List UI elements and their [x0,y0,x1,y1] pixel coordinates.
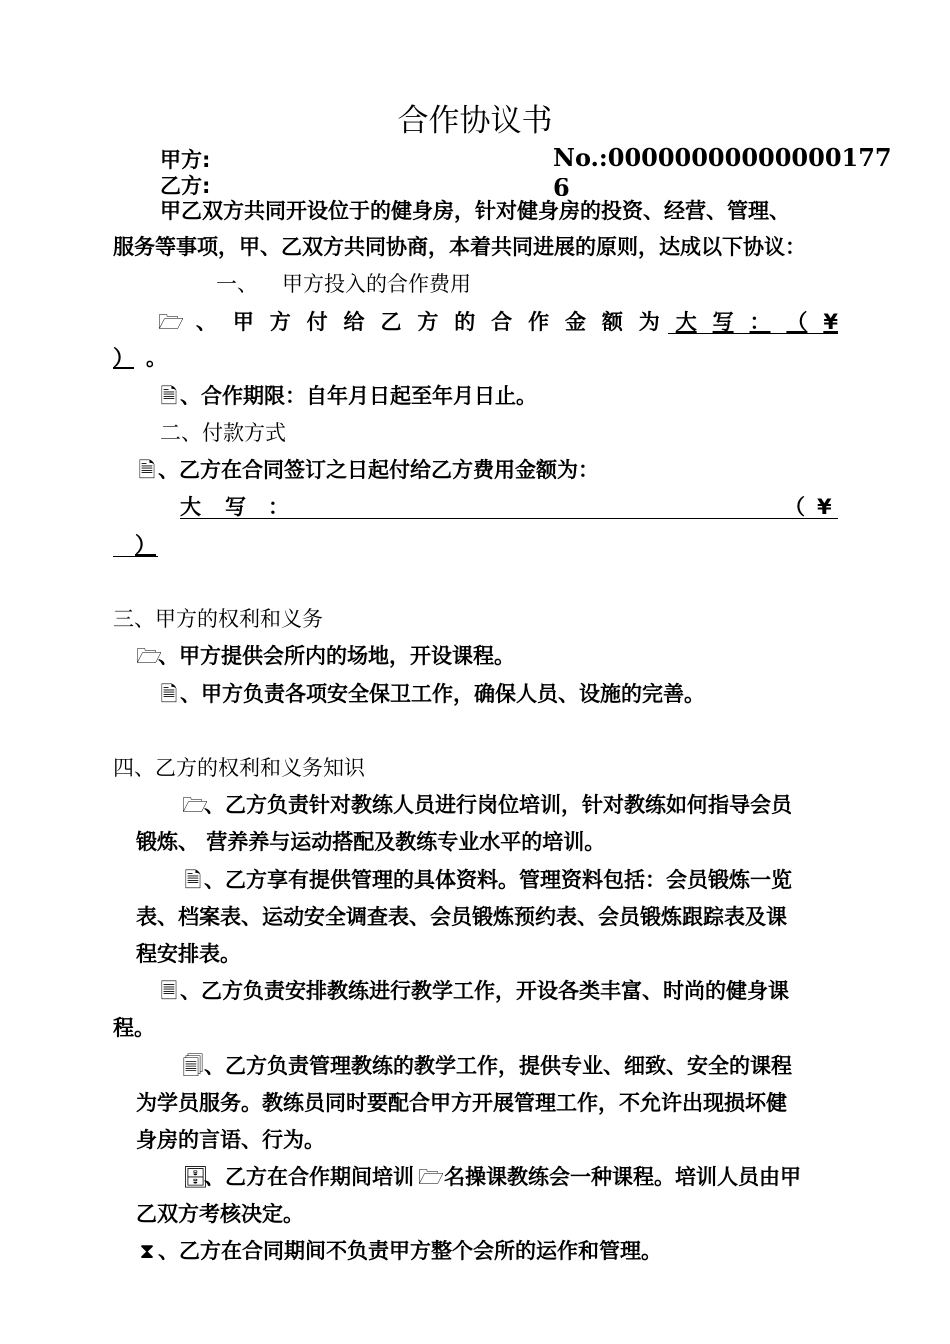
section-4-item-3-line-2: 程。 [113,1016,155,1040]
device-icon: 🗄 [182,1165,209,1189]
amount-blank-line [180,518,838,519]
section-1-heading: 甲方投入的合作费用 [282,272,471,296]
document-icon: 🗎 [184,868,202,892]
amount-right: （ ¥ [784,495,832,519]
section-2-heading: 二、付款方式 [160,421,286,445]
section-4-item-4-line-1: 🗐、乙方负责管理教练的教学工作，提供专业、细致、安全的课程 [182,1054,792,1078]
section-4-item-2-line-2: 表、档案表、运动安全调查表、会员锻炼预约表、会员锻炼跟踪表及课 [136,905,787,929]
folder-icon: 🗁 [182,793,209,817]
section-4-item-2-line-1: 🗎 、乙方享有提供管理的具体资料。管理资料包括：会员锻炼一览 [182,866,792,894]
section-1-number: 一、 [216,272,258,296]
serial-number: No.:00000000000000177 [553,143,892,172]
folder-icon: 🗁 [158,310,185,334]
amount-label: 大 写 ： [180,495,289,519]
folder-icon: 🗁 [136,644,163,668]
section-4-item-1-line-2: 锻炼、 营养养与运动搭配及教练专业水平的培训。 [136,830,606,854]
section-3-item-1: 🗁、甲方提供会所内的场地，开设课程。 [136,644,515,668]
section-4-item-6: ⧗ 、乙方在合同期间不负责甲方整个会所的运作和管理。 [136,1237,662,1265]
section-1-item-2: 🗎 、合作期限：自年月日起至年月日止。 [158,382,537,410]
serial-number-wrap: 6 [553,178,570,196]
folder-icon: 🗁 [418,1165,445,1189]
section-4-item-5-line-1: 🗄、乙方在合作期间培训 🗁名操课教练会一种课程。培训人员由甲 [182,1165,801,1189]
section-1-item-1: 🗁 、 甲 方 付 给 乙 方 的 合 作 金 额 为 大 写 ： （ ¥ [158,310,838,334]
party-a-label: 甲方: [160,148,211,172]
document-icon: 🗎 [160,682,178,706]
document-lines-icon: 🗏 [160,979,178,1003]
section-4-item-3-line-1: 🗏 、乙方负责安排教练进行教学工作，开设各类丰富、时尚的健身课 [158,977,789,1005]
section-2-item-1: 🗎 、乙方在合同签订之日起付给乙方费用金额为： [136,456,599,484]
section-1-item-1-cont: ） 。 [113,346,167,370]
section-4-item-2-line-3: 程安排表。 [136,942,241,966]
intro-line-1: 甲乙双方共同开设位于的健身房，针对健身房的投资、经营、管理、 [160,199,790,223]
section-3-heading: 三、甲方的权利和义务 [113,607,323,631]
intro-line-2: 服务等事项，甲、乙双方共同协商，本着共同进展的原则，达成以下协议： [113,235,806,259]
section-4-item-4-line-2: 为学员服务。教练员同时要配合甲方开展管理工作，不允许出现损坏健 [136,1091,787,1115]
document-icon: 🗎 [138,458,156,482]
section-4-item-4-line-3: 身房的言语、行为。 [136,1128,325,1152]
party-b-label: 乙方: [160,174,211,198]
document-title: 合作协议书 [397,103,553,139]
section-4-item-1-line-1: 🗁、乙方负责针对教练人员进行岗位培训，针对教练如何指导会员 [182,793,792,817]
amount-cont-underline [113,556,158,557]
section-3-item-2: 🗎 、甲方负责各项安全保卫工作，确保人员、设施的完善。 [158,680,705,708]
amount-underline [668,333,838,334]
section-4-item-5-line-2: 乙双方考核决定。 [136,1202,304,1226]
document-icon: 🗎 [160,384,178,408]
section-4-heading: 四、乙方的权利和义务知识 [113,756,365,780]
documents-stack-icon: 🗐 [182,1054,204,1078]
hourglass-icon: ⧗ [139,1239,155,1263]
amount-cont: ） [135,533,156,557]
